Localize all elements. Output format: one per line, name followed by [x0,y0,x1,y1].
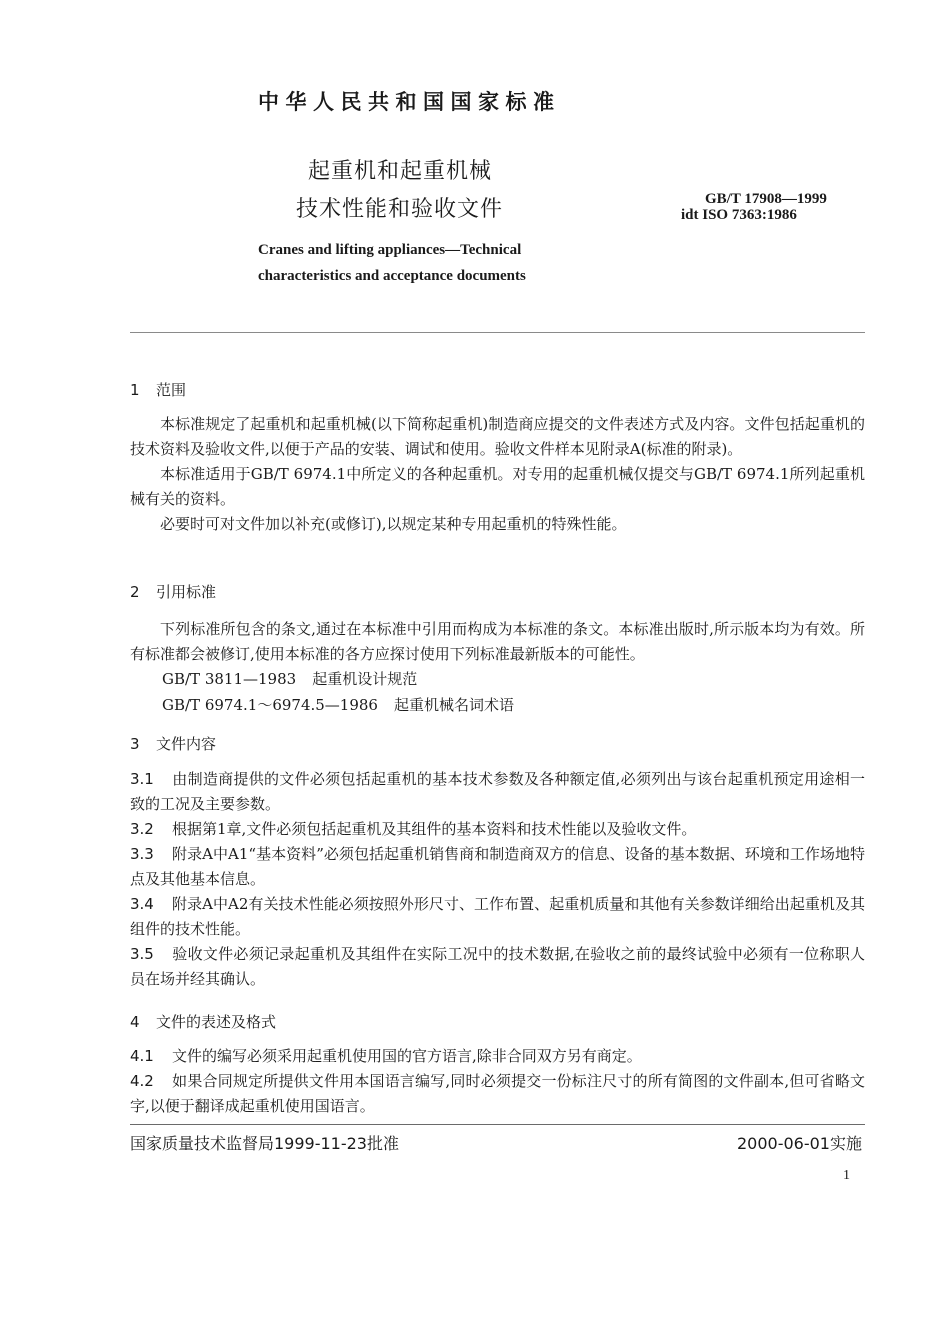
implementation-date: 2000-06-01实施 [737,1134,862,1153]
paragraph: 必要时可对文件加以补充(或修订),以规定某种专用起重机的特殊性能。 [160,515,627,533]
clause-text: 根据第1章,文件必须包括起重机及其组件的基本资料和技术性能以及验收文件。 [172,820,697,838]
clause-number: 3.4 [130,895,154,913]
reference-item [162,668,417,689]
section-number: 1 [130,381,140,399]
paragraph: 下列标准所包含的条文,通过在本标准中引用而构成为本标准的条文。本标准出版时,所示版本均为有效。所有标准都会被修订,使用本标准的各方应探讨使用下列标准最新版本的可能性。 [130,620,865,663]
footer-divider [130,1124,865,1125]
reference-title: 起重机械名词术语 [393,696,514,714]
clause-4-2 [130,1069,865,1119]
clause-text: 如果合同规定所提供文件用本国语言编写,同时必须提交一份标注尺寸的所有简图的文件副本,但可省略文字,以便于翻译成起重机使用国语言。 [130,1072,865,1115]
national-standard-heading: 中华人民共和国国家标准 [258,90,561,114]
clause-number: 3.2 [130,820,154,838]
section-title: 范围 [156,381,187,399]
section-2-body [130,617,865,667]
reference-code: GB/T 6974.1～6974.5—1986 [162,696,378,714]
section-1-body [130,412,865,537]
clause-3-5 [130,942,865,992]
clause-3-4 [130,892,865,942]
english-title-line2: characteristics and acceptance documents [258,268,526,284]
clause-text: 附录A中A2有关技术性能必须按照外形尺寸、工作布置、起重机质量和其他有关参数详细给出起重机及其组件的技术性能。 [130,895,865,938]
header-divider [130,332,865,333]
reference-title: 起重机设计规范 [312,670,418,688]
section-1-heading [130,379,186,400]
standard-number: GB/T 17908—1999 [705,191,827,207]
reference-code: GB/T 3811—1983 [162,670,297,688]
paragraph: 本标准适用于GB/T 6974.1中所定义的各种起重机。对专用的起重机械仅提交与GB/T 6974.1所列起重机械有关的资料。 [130,465,865,508]
clause-4-1 [130,1044,865,1069]
clause-text: 附录A中A1“基本资料”必须包括起重机销售商和制造商双方的信息、设备的基本数据、环境和工作场地特点及其他基本信息。 [130,845,865,888]
standard-title-line1: 起重机和起重机械 [308,159,493,184]
clause-text: 文件的编写必须采用起重机使用国的官方语言,除非合同双方另有商定。 [172,1047,642,1065]
approval-date: 国家质量技术监督局1999-11-23批准 [130,1134,399,1153]
clause-3-2 [130,817,865,842]
paragraph: 本标准规定了起重机和起重机械(以下简称起重机)制造商应提交的文件表述方式及内容。文件包括起重机的技术资料及验收文件,以便于产品的安装、调试和使用。验收文件样本见附录A(标准的附录)。 [130,415,865,458]
section-title: 文件内容 [156,735,217,753]
section-title: 引用标准 [156,583,217,601]
clause-number: 3.3 [130,845,154,863]
section-4-body [130,1044,865,1119]
section-2-heading [130,581,216,602]
english-title-line1: Cranes and lifting appliances—Technical [258,242,522,258]
section-number: 4 [130,1013,140,1031]
page-number: 1 [843,1168,850,1183]
reference-item [162,694,514,715]
identical-iso-reference: idt ISO 7363:1986 [681,207,797,223]
section-number: 3 [130,735,140,753]
clause-text: 验收文件必须记录起重机及其组件在实际工况中的技术数据,在验收之前的最终试验中必须有一位称职人员在场并经其确认。 [130,945,865,988]
clause-text: 由制造商提供的文件必须包括起重机的基本技术参数及各种额定值,必须列出与该台起重机预定用途相一致的工况及主要参数。 [130,770,865,813]
clause-number: 4.2 [130,1072,154,1090]
section-3-heading [130,733,216,754]
section-title: 文件的表述及格式 [156,1013,277,1031]
clause-3-1 [130,767,865,817]
clause-number: 3.5 [130,945,154,963]
section-number: 2 [130,583,140,601]
standard-title-line2: 技术性能和验收文件 [296,197,504,222]
clause-number: 3.1 [130,770,154,788]
section-3-body [130,767,865,992]
section-4-heading [130,1011,276,1032]
clause-3-3 [130,842,865,892]
clause-number: 4.1 [130,1047,154,1065]
